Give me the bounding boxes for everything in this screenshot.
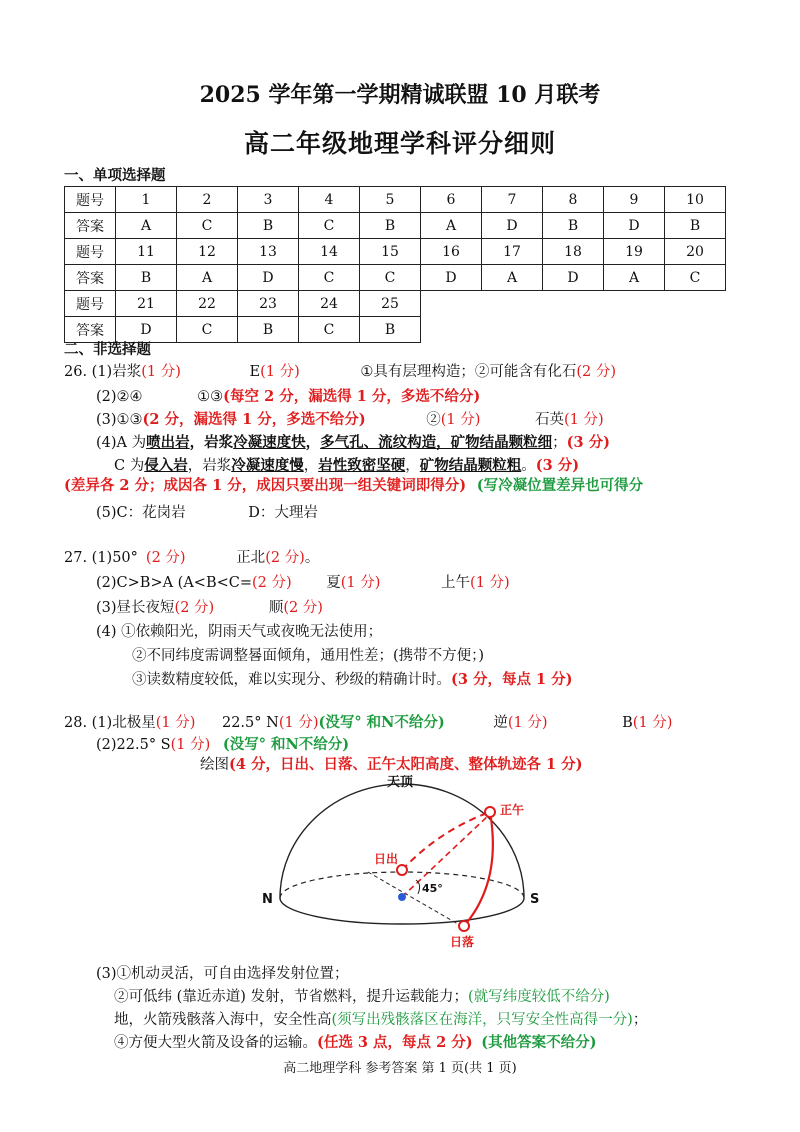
text: 27. (1)50° [64,550,138,566]
answer-cell: B [543,213,604,239]
keyword: ，矿物结晶颗粒细 [436,434,553,451]
question-number-cell: 8 [543,187,604,213]
q26-answer: ①③ [197,389,224,405]
text: ； [552,435,567,451]
q27-line5: ②不同纬度需调整晷面倾角，通用性差；(携带不方便；) [132,648,485,664]
answer-cell: A [482,265,543,291]
keyword: 矿物结晶颗粒粗 [419,457,522,474]
answer-cell: B [360,213,421,239]
q27-line3 [96,596,323,617]
question-number-cell: 1 [116,187,177,213]
q27-line2 [96,571,510,592]
answer-cell: D [482,213,543,239]
text: 绘图 [200,757,229,773]
answer-cell: D [238,265,299,291]
green-note: (没写° 和N不给分) [318,714,445,731]
q28-line1 [64,711,672,732]
answer-cell: C [299,265,360,291]
row-label: 题号 [65,291,116,317]
question-number-cell: 12 [177,239,238,265]
green-note: (须写出残骸落区在海洋，只写安全性高得一分) [331,1012,633,1028]
q28-line5 [114,985,610,1006]
keyword: 冷凝速度快 [233,434,306,451]
text: 顺 [268,600,284,616]
text: C 为 [114,458,145,474]
question-number-row [65,291,726,317]
q28-line2 [96,733,349,754]
angle-label: 45° [422,882,443,895]
sunset-label: 日落 [450,935,475,949]
answer-cell: D [543,265,604,291]
question-number-cell: 6 [421,187,482,213]
noon-label: 正午 [500,803,525,817]
text: ②可低纬 (靠近赤道) 发射，节省燃料，提升运载能力； [114,989,469,1005]
answer-cell: B [116,265,177,291]
sun-path-morning [402,812,490,870]
q28-line3 [200,753,583,774]
row-label: 题号 [65,239,116,265]
score-note: (2 分) [252,575,292,591]
question-number-cell: 3 [238,187,299,213]
angle-arc [416,880,420,894]
question-number-cell: 4 [299,187,360,213]
q26-line5 [114,454,579,475]
score-note: (2 分) [174,600,215,616]
answer-cell: D [604,213,665,239]
empty-cell [543,317,604,343]
keyword: 岩性致密坚硬 [318,457,406,474]
page-footer: 高二地理学科 参考答案 第 1 页(共 1 页) [283,1061,517,1076]
green-note: (就写纬度较低不给分) [468,989,610,1005]
north-label: N [262,892,273,907]
answer-cell: B [238,213,299,239]
answer-row [65,317,726,343]
text: ，岩浆 [187,458,232,474]
question-number-cell: 25 [360,291,421,317]
question-number-cell: 16 [421,239,482,265]
q27-line6 [132,668,573,689]
answer-cell: C [665,265,726,291]
q26-line7: (5)C：花岗岩 D：大理岩 [96,505,318,521]
answer-cell: A [421,213,482,239]
horizon-axis-line [368,872,458,924]
q27-line1 [64,546,319,567]
score-note: (1 分) [260,364,300,380]
score-note: (1 分) [563,412,604,428]
empty-cell [421,291,482,317]
score-note: (1 分) [440,412,481,428]
noon-altitude-line [402,814,490,897]
question-number-cell: 14 [299,239,360,265]
row-label: 答案 [65,317,116,343]
q28-line6 [114,1008,647,1029]
empty-cell [665,317,726,343]
empty-cell [604,317,665,343]
sunset-point [459,921,469,931]
text: 。 [304,550,320,566]
question-number-cell: 22 [177,291,238,317]
q26-answer: (2)②④ [96,389,143,405]
answer-cell: A [177,265,238,291]
question-number-cell: 19 [604,239,665,265]
green-note: (其他答案不给分) [481,1034,597,1051]
sunrise-label: 日出 [374,852,399,866]
answer-cell: C [299,317,360,343]
score-note: (1 分) [507,715,548,731]
text: 正北 [236,550,266,566]
text: 28. (1)北极星 [64,715,156,731]
answer-cell: C [177,317,238,343]
question-number-cell: 15 [360,239,421,265]
score-note: (1 分) [155,715,196,731]
row-label: 答案 [65,265,116,291]
text: (4)A 为 [96,435,147,451]
observer-point [398,893,406,901]
question-number-cell: 5 [360,187,421,213]
answer-cell: D [421,265,482,291]
question-number-cell: 17 [482,239,543,265]
sun-path-diagram [250,772,560,954]
question-number-cell: 2 [177,187,238,213]
question-number-cell: 11 [116,239,177,265]
text: ③读数精度较低，难以实现分、秒级的精确计时。 [132,672,451,688]
text: ，岩浆 [189,434,234,451]
text: ， [405,458,420,474]
score-note: (3 分) [566,434,610,451]
noon-point [485,807,495,817]
score-note: (1 分) [278,715,319,731]
score-note: (1 分) [170,737,211,753]
score-note: (2 分) [265,550,305,566]
text: (2)C>B>A (A<B<C= [96,575,252,591]
score-note: (每空 2 分，漏选得 1 分，多选不给分) [223,388,481,405]
text: ④方便大型火箭及设备的运输。 [114,1035,317,1051]
answer-cell: B [665,213,726,239]
row-label: 答案 [65,213,116,239]
q26-line4 [96,431,610,452]
q28-line7 [114,1031,596,1052]
q26-answer: 石英 [534,412,564,428]
question-number-cell: 20 [665,239,726,265]
section2-heading: 二、非选择题 [64,341,151,358]
score-note: (1 分) [340,575,381,591]
empty-cell [665,291,726,317]
exam-subtitle: 高二年级地理学科评分细则 [243,129,556,158]
score-note: (1 分) [470,575,510,591]
answer-cell: D [116,317,177,343]
q26-answer-1: 26. (1)岩浆 [64,364,142,380]
text: 上午 [441,575,471,591]
score-note: (1 分) [632,715,673,731]
question-number-cell: 21 [116,291,177,317]
answer-table [64,186,726,343]
q27-line4: (4) ①依赖阳光，阴雨天气或夜晚无法使用； [96,624,383,640]
question-number-cell: 7 [482,187,543,213]
answer-row [65,213,726,239]
sunrise-point [397,865,407,875]
text: (2)22.5° S [96,737,171,753]
keyword: 冷凝速度慢 [231,457,304,474]
text: ； [632,1012,648,1028]
q26-line3 [96,408,604,429]
score-note: (4 分，日出、日落、正午太阳高度、整体轨迹各 1 分) [229,756,583,773]
question-number-cell: 18 [543,239,604,265]
text: 夏 [326,575,341,591]
question-number-row [65,187,726,213]
question-number-cell: 10 [665,187,726,213]
score-note: (2 分) [145,550,186,566]
score-note: (3 分) [535,457,580,474]
empty-cell [543,291,604,317]
text: 逆 [493,715,508,731]
keyword: 多气孔、流纹构造 [320,434,437,451]
answer-cell: C [177,213,238,239]
question-number-cell: 9 [604,187,665,213]
q26-line6 [64,474,643,495]
q26-line1 [64,360,616,381]
answer-cell: C [360,265,421,291]
q26-line2 [96,385,480,406]
score-note: (任选 3 点，每点 2 分) [317,1034,473,1051]
horizon-front [280,898,524,924]
answer-cell: B [238,317,299,343]
q28-line4: (3)①机动灵活，可自由选择发射位置； [96,966,349,982]
score-note: (2 分) [576,364,616,380]
green-note: (没写° 和N不给分) [222,736,350,753]
text: 22.5° N [221,715,279,731]
sun-path-afternoon [464,812,493,926]
green-note: (写冷凝位置差异也可得分 [476,477,644,494]
q26-answer-3: ①具有层理构造；②可能含有化石 [360,364,577,380]
q26-answer: (3)①③ [96,412,143,428]
zenith-label: 天顶 [386,775,414,790]
south-label: S [530,892,540,907]
empty-cell [482,317,543,343]
score-note: (2 分) [283,600,323,616]
text: 。 [521,458,536,474]
question-number-cell: 13 [238,239,299,265]
q26-answer-2: E [249,364,261,380]
section1-heading: 一、单项选择题 [64,167,166,184]
row-label: 题号 [65,187,116,213]
answer-cell: B [360,317,421,343]
text: ， [305,434,321,451]
answer-row [65,265,726,291]
exam-title: 2025 学年第一学期精诚联盟 10 月联考 [199,82,601,108]
question-number-cell: 24 [299,291,360,317]
empty-cell [421,317,482,343]
keyword: 喷出岩 [146,434,190,451]
score-note: (1 分) [141,364,181,380]
q26-answer: ② [426,412,441,428]
score-note: (3 分，每点 1 分) [451,671,573,688]
question-number-row [65,239,726,265]
score-note: (2 分，漏选得 1 分，多选不给分) [142,411,366,428]
text: (3)昼长夜短 [96,600,175,616]
keyword: 侵入岩 [144,457,188,474]
text: ， [303,458,319,474]
empty-cell [482,291,543,317]
answer-cell: A [604,265,665,291]
text: B [622,715,633,731]
empty-cell [604,291,665,317]
score-note: (差异各 2 分；成因各 1 分，成因只要出现一组关键词即得分) [64,477,467,494]
answer-cell: C [299,213,360,239]
answer-cell: A [116,213,177,239]
question-number-cell: 23 [238,291,299,317]
text: 地，火箭残骸落入海中，安全性高 [114,1012,332,1028]
